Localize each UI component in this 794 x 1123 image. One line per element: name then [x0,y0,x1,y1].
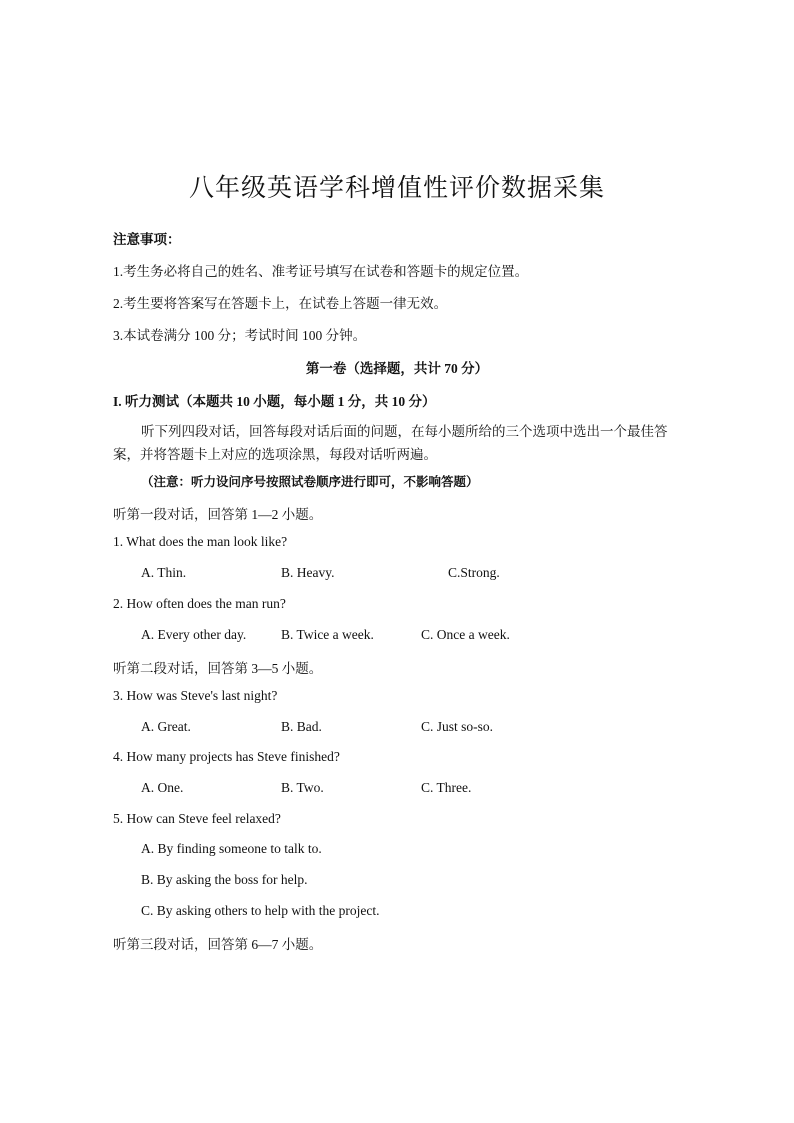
dialog-instruction: 听第三段对话，回答第 6—7 小题。 [113,937,323,952]
notice-item: 2.考生要将答案写在答题卡上，在试卷上答题一律无效。 [113,296,448,311]
question-text: 4. How many projects has Steve finished? [113,749,340,764]
option-b: B. By asking the boss for help. [141,872,308,887]
option-c: C. Once a week. [421,627,510,642]
question-text: 1. What does the man look like? [113,534,288,549]
option-c: C. By asking others to help with the project. [141,903,380,918]
dialog-instruction: 听第一段对话，回答第 1—2 小题。 [113,507,323,522]
notice-item: 1.考生务必将自己的姓名、准考证号填写在试卷和答题卡的规定位置。 [113,264,529,279]
option-a: A. By finding someone to talk to. [141,841,322,856]
option-b: B. Bad. [281,719,322,734]
part-title: 第一卷（选择题，共计 70 分） [305,361,489,376]
option-a: A. Every other day. [141,627,247,642]
dialog-instruction: 听第二段对话，回答第 3—5 小题。 [113,661,323,676]
option-c: C.Strong. [448,565,500,580]
option-a: A. Thin. [141,565,187,580]
question-text: 2. How often does the man run? [113,596,286,611]
option-b: B. Twice a week. [281,627,374,642]
notice-heading: 注意事项： [113,232,181,247]
section-heading: I. 听力测试（本题共 10 小题，每小题 1 分，共 10 分） [113,394,436,409]
question-text: 3. How was Steve's last night? [113,688,278,703]
option-a: A. One. [141,780,184,795]
notice-item: 3.本试卷满分 100 分；考试时间 100 分钟。 [113,328,367,343]
option-b: B. Two. [281,780,324,795]
question-text: 5. How can Steve feel relaxed? [113,811,281,826]
section-instructions: 听下列四段对话，回答每段对话后面的问题，在每小题所给的三个选项中选出一个最佳答案，并将答题卡上对应的选项涂黑，每段对话听两遍。 [113,424,668,462]
option-c: C. Just so-so. [421,719,494,734]
section-note: （注意：听力设问序号按照试卷顺序进行即可，不影响答题） [141,475,479,489]
option-a: A. Great. [141,719,191,734]
option-b: B. Heavy. [281,565,335,580]
document-title: 八年级英语学科增值性评价数据采集 [188,175,605,202]
option-c: C. Three. [421,780,472,795]
